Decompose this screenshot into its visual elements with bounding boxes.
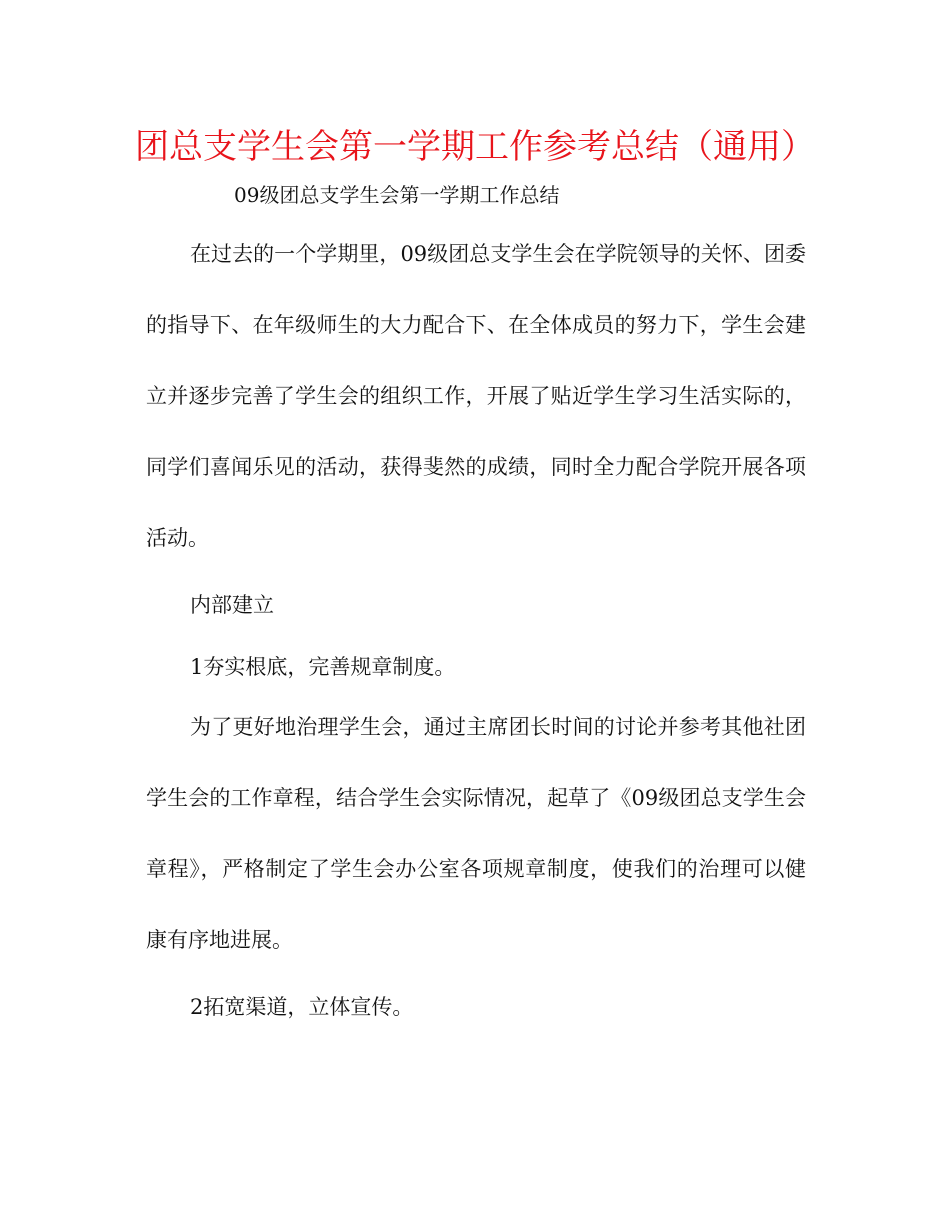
document-subtitle: 09级团总支学生会第一学期工作总结 [234, 183, 560, 207]
item1-heading: 1夯实根底，完善规章制度。 [190, 655, 456, 679]
item2-heading: 2拓宽渠道，立体宣传。 [190, 995, 414, 1019]
item1-body-paragraph: 为了更好地治理学生会，通过主席团长时间的讨论并参考其他社团学生会的工作章程，结合学生会实际情况，起草了《09级团总支学生会章程》，严格制定了学生会办公室各项规章制度，使我们的治理可以健康有序地进展。 [146, 715, 806, 952]
document-title: 团总支学生会第一学期工作参考总结（通用） [135, 127, 815, 167]
intro-paragraph: 在过去的一个学期里，09级团总支学生会在学院领导的关怀、团委的指导下、在年级师生的大力配合下、在全体成员的努力下，学生会建立并逐步完善了学生会的组织工作，开展了贴近学生学习生活实际的，同学们喜闻乐见的活动，获得斐然的成绩，同时全力配合学院开展各项活动。 [146, 242, 806, 550]
section-heading: 内部建立 [190, 593, 274, 617]
